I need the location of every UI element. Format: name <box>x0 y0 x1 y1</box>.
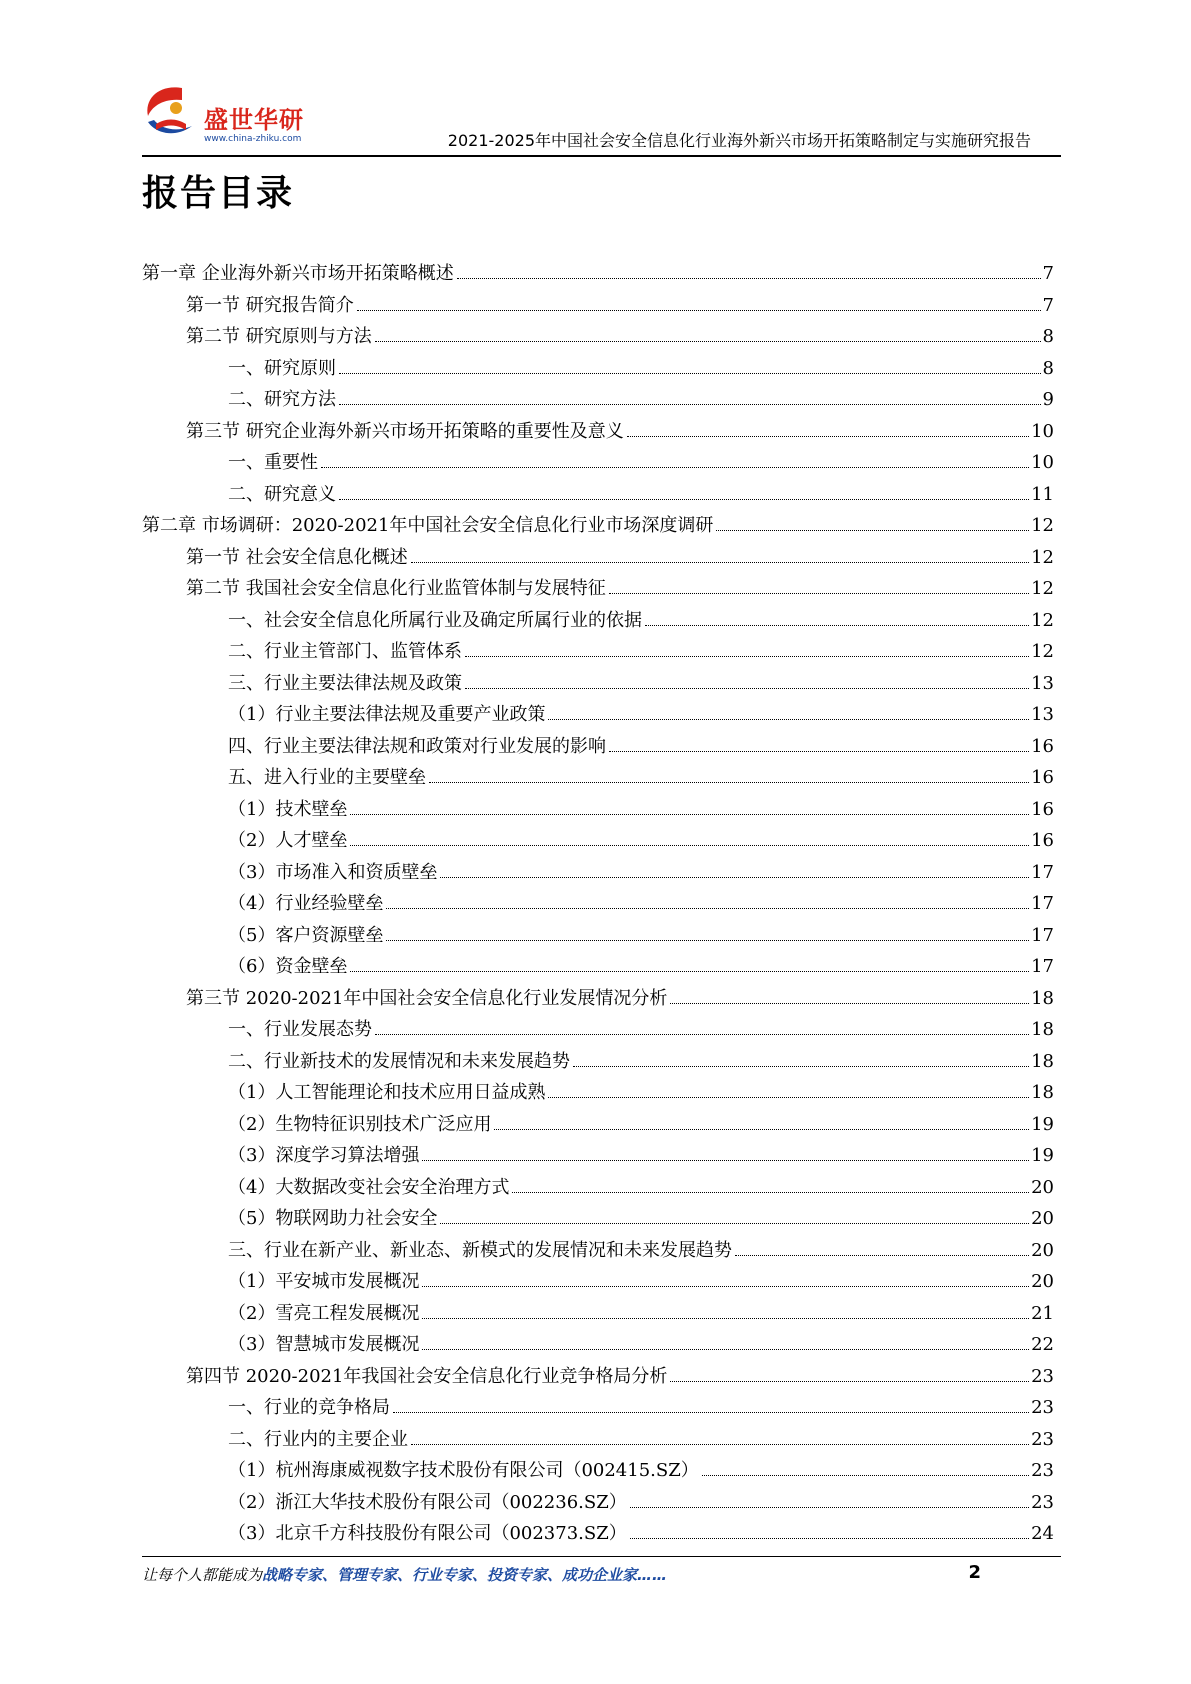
toc-dot-leader <box>630 1507 1029 1508</box>
toc-entry-title: 二、研究方法 <box>228 389 336 410</box>
toc-dot-leader <box>422 1318 1029 1319</box>
toc-dot-leader <box>350 971 1029 972</box>
toc-entry[interactable] <box>142 1239 1054 1271</box>
toc-entry-page: 13 <box>1031 704 1054 725</box>
toc-entry-title: （5）客户资源壁垒 <box>228 924 384 946</box>
toc-entry-page: 20 <box>1031 1271 1054 1292</box>
toc-entry-page: 12 <box>1031 546 1054 568</box>
toc-entry-page: 20 <box>1031 1208 1054 1229</box>
slogan-prefix: 让每个人都能成为 <box>142 1566 263 1584</box>
toc-entry-title: （2）生物特征识别技术广泛应用 <box>228 1113 492 1135</box>
toc-dot-leader <box>670 1381 1029 1382</box>
toc-entry-title: 第一节 社会安全信息化概述 <box>186 546 408 568</box>
toc-entry-title: 一、社会安全信息化所属行业及确定所属行业的依据 <box>228 609 642 631</box>
toc-entry-page: 16 <box>1031 798 1054 820</box>
toc-entry-title: 二、研究意义 <box>228 483 336 505</box>
toc-entry-page: 9 <box>1042 389 1054 410</box>
toc-entry-title: 三、行业在新产业、新业态、新模式的发展情况和未来发展趋势 <box>228 1239 732 1261</box>
toc-entry-page: 17 <box>1031 956 1054 977</box>
toc-entry[interactable] <box>142 388 1054 420</box>
toc-dot-leader <box>609 751 1029 752</box>
toc-entry-title: （1）人工智能理论和技术应用日益成熟 <box>228 1082 546 1103</box>
toc-dot-leader <box>457 278 1041 279</box>
toc-entry-title: 一、重要性 <box>228 452 318 473</box>
toc-entry[interactable] <box>142 798 1054 830</box>
toc-entry[interactable] <box>142 1491 1054 1523</box>
toc-entry-title: 第四节 2020-2021年我国社会安全信息化行业竞争格局分析 <box>186 1365 668 1387</box>
toc-entry-page: 22 <box>1031 1334 1054 1355</box>
toc-entry[interactable] <box>142 861 1054 893</box>
toc-entry-page: 23 <box>1031 1460 1054 1481</box>
toc-dot-leader <box>386 940 1029 941</box>
toc-dot-leader <box>465 688 1029 689</box>
page-number: 2 <box>968 1562 981 1583</box>
footer-slogan <box>142 1564 667 1585</box>
toc-entry-page: 20 <box>1031 1176 1054 1198</box>
toc-entry-page: 20 <box>1031 1239 1054 1261</box>
toc-entry-title: （4）大数据改变社会安全治理方式 <box>228 1176 510 1198</box>
toc-entry-title: （6）资金壁垒 <box>228 956 348 977</box>
toc-entry-title: 二、行业内的主要企业 <box>228 1428 408 1450</box>
toc-entry[interactable] <box>142 577 1054 609</box>
toc-dot-leader <box>573 1066 1029 1067</box>
toc-entry[interactable] <box>142 1333 1054 1365</box>
toc-entry-title: （1）杭州海康威视数字技术股份有限公司（002415.SZ） <box>228 1460 699 1481</box>
toc-entry-page: 23 <box>1031 1491 1054 1513</box>
toc-entry[interactable] <box>142 1428 1054 1460</box>
toc-entry[interactable] <box>142 609 1054 641</box>
toc-dot-leader <box>440 1223 1029 1224</box>
toc-entry-page: 8 <box>1042 357 1054 379</box>
toc-entry-title: （1）行业主要法律法规及重要产业政策 <box>228 704 546 725</box>
toc-entry-page: 23 <box>1031 1428 1054 1450</box>
toc-entry[interactable] <box>142 1207 1054 1239</box>
toc-entry-page: 12 <box>1031 578 1054 599</box>
toc-dot-leader <box>339 499 1029 500</box>
toc-entry[interactable] <box>142 483 1054 515</box>
toc-entry-page: 16 <box>1031 830 1054 851</box>
toc-dot-leader <box>350 845 1029 846</box>
toc-entry-title: 四、行业主要法律法规和政策对行业发展的影响 <box>228 735 606 757</box>
toc-entry[interactable] <box>142 987 1054 1019</box>
toc-entry-page: 7 <box>1042 294 1054 316</box>
toc-entry-page: 23 <box>1031 1397 1054 1418</box>
toc-entry-title: （2）浙江大华技术股份有限公司（002236.SZ） <box>228 1491 627 1513</box>
toc-entry-page: 12 <box>1031 641 1054 662</box>
toc-entry[interactable] <box>142 892 1054 924</box>
header-divider <box>142 155 1061 157</box>
toc-dot-leader <box>339 373 1041 374</box>
toc-entry[interactable] <box>142 1081 1054 1113</box>
toc-entry[interactable] <box>142 294 1054 326</box>
toc-entry-title: （3）市场准入和资质壁垒 <box>228 861 438 883</box>
toc-entry-page: 17 <box>1031 861 1054 883</box>
toc-dot-leader <box>411 1444 1029 1445</box>
toc-entry-title: 第三节 研究企业海外新兴市场开拓策略的重要性及意义 <box>186 420 624 442</box>
toc-dot-leader <box>350 814 1029 815</box>
toc-entry-page: 7 <box>1042 263 1054 284</box>
toc-dot-leader <box>422 1349 1029 1350</box>
toc-entry-title: （1）平安城市发展概况 <box>228 1271 420 1292</box>
toc-entry[interactable] <box>142 703 1054 735</box>
toc-entry[interactable] <box>142 1459 1054 1491</box>
toc-dot-leader <box>670 1003 1029 1004</box>
toc-entry[interactable] <box>142 262 1054 294</box>
toc-dot-leader <box>357 310 1041 311</box>
toc-entry[interactable] <box>142 325 1054 357</box>
toc-dot-leader <box>440 877 1029 878</box>
toc-entry[interactable] <box>142 829 1054 861</box>
toc-entry-title: 第二节 研究原则与方法 <box>186 326 372 347</box>
footer-divider <box>142 1556 1061 1557</box>
toc-entry-page: 11 <box>1031 483 1054 505</box>
toc-entry-title: （3）深度学习算法增强 <box>228 1145 420 1166</box>
toc-entry-title: 第三节 2020-2021年中国社会安全信息化行业发展情况分析 <box>186 987 668 1009</box>
toc-dot-leader <box>393 1412 1029 1413</box>
toc-dot-leader <box>465 656 1029 657</box>
toc-entry-page: 18 <box>1031 987 1054 1009</box>
toc-dot-leader <box>422 1160 1029 1161</box>
toc-entry[interactable] <box>142 546 1054 578</box>
toc-dot-leader <box>375 341 1041 342</box>
toc-dot-leader <box>716 530 1029 531</box>
toc-entry-page: 18 <box>1031 1082 1054 1103</box>
toc-entry[interactable] <box>142 766 1054 798</box>
toc-dot-leader <box>494 1129 1029 1130</box>
toc-entry-page: 13 <box>1031 672 1054 694</box>
toc-entry-title: 一、行业的竞争格局 <box>228 1397 390 1418</box>
toc-entry[interactable] <box>142 1396 1054 1428</box>
toc-dot-leader <box>386 908 1029 909</box>
toc-entry[interactable] <box>142 451 1054 483</box>
toc-entry-title: （2）雪亮工程发展概况 <box>228 1302 420 1324</box>
toc-entry-page: 23 <box>1031 1365 1054 1387</box>
toc-dot-leader <box>339 404 1041 405</box>
toc-entry-title: 第二章 市场调研：2020-2021年中国社会安全信息化行业市场深度调研 <box>142 515 714 536</box>
logo-url: www.china-zhiku.com <box>204 134 302 144</box>
toc-entry-title: 二、行业新技术的发展情况和未来发展趋势 <box>228 1050 570 1072</box>
toc-dot-leader <box>630 1538 1029 1539</box>
toc-entry[interactable] <box>142 955 1054 987</box>
slogan-highlight: 战略专家、管理专家、行业专家、投资专家、成功企业家…… <box>262 1566 668 1584</box>
toc-entry-page: 16 <box>1031 735 1054 757</box>
toc-entry-title: （3）智慧城市发展概况 <box>228 1334 420 1355</box>
toc-entry-page: 18 <box>1031 1050 1054 1072</box>
toc-entry-page: 16 <box>1031 767 1054 788</box>
toc-entry-title: 一、行业发展态势 <box>228 1019 372 1040</box>
toc-entry-page: 17 <box>1031 924 1054 946</box>
toc-dot-leader <box>735 1255 1029 1256</box>
toc-entry-title: （4）行业经验壁垒 <box>228 893 384 914</box>
toc-dot-leader <box>548 719 1029 720</box>
toc-dot-leader <box>702 1475 1029 1476</box>
logo-name: 盛世华研 <box>204 106 304 134</box>
toc-entry-page: 17 <box>1031 893 1054 914</box>
toc-entry-page: 19 <box>1031 1113 1054 1135</box>
toc-dot-leader <box>627 436 1029 437</box>
toc-dot-leader <box>321 467 1029 468</box>
toc-entry[interactable] <box>142 1365 1054 1397</box>
toc-dot-leader <box>429 782 1029 783</box>
toc-entry-page: 24 <box>1031 1523 1054 1544</box>
toc-entry-page: 10 <box>1031 420 1054 442</box>
toc-entry[interactable] <box>142 1144 1054 1176</box>
toc-entry-title: （1）技术壁垒 <box>228 798 348 820</box>
toc-dot-leader <box>422 1286 1029 1287</box>
logo-emblem-icon <box>142 82 204 144</box>
report-title: 2021-2025年中国社会安全信息化行业海外新兴市场开拓策略制定与实施研究报告 <box>447 131 1031 150</box>
toc-dot-leader <box>375 1034 1029 1035</box>
toc-entry-page: 8 <box>1042 326 1054 347</box>
toc-entry-title: 二、行业主管部门、监管体系 <box>228 641 462 662</box>
toc-entry-page: 21 <box>1031 1302 1054 1324</box>
toc-entry[interactable] <box>142 640 1054 672</box>
toc-entry[interactable] <box>142 1522 1054 1554</box>
toc-entry-title: 一、研究原则 <box>228 357 336 379</box>
toc-dot-leader <box>548 1097 1029 1098</box>
toc-entry[interactable] <box>142 514 1054 546</box>
toc-entry-title: 第二节 我国社会安全信息化行业监管体制与发展特征 <box>186 578 606 599</box>
toc-entry[interactable] <box>142 1176 1054 1208</box>
toc-entry[interactable] <box>142 672 1054 704</box>
toc-entry[interactable] <box>142 1270 1054 1302</box>
toc-entry-title: 第一章 企业海外新兴市场开拓策略概述 <box>142 263 454 284</box>
company-logo <box>142 82 322 152</box>
toc-entry[interactable] <box>142 1113 1054 1145</box>
toc-dot-leader <box>645 625 1029 626</box>
toc-entry-title: 五、进入行业的主要壁垒 <box>228 767 426 788</box>
toc-entry-title: （3）北京千方科技股份有限公司（002373.SZ） <box>228 1523 627 1544</box>
toc-entry-title: 三、行业主要法律法规及政策 <box>228 672 462 694</box>
table-of-contents <box>142 262 1054 1554</box>
toc-entry[interactable] <box>142 924 1054 956</box>
toc-entry[interactable] <box>142 1050 1054 1082</box>
toc-entry[interactable] <box>142 1018 1054 1050</box>
toc-entry-title: 第一节 研究报告简介 <box>186 294 354 316</box>
toc-dot-leader <box>512 1192 1029 1193</box>
toc-entry-title: （5）物联网助力社会安全 <box>228 1208 438 1229</box>
toc-entry-page: 12 <box>1031 515 1054 536</box>
page-title: 报告目录 <box>142 173 295 214</box>
toc-entry-title: （2）人才壁垒 <box>228 830 348 851</box>
toc-dot-leader <box>609 593 1029 594</box>
toc-entry-page: 12 <box>1031 609 1054 631</box>
toc-entry[interactable] <box>142 735 1054 767</box>
toc-entry[interactable] <box>142 420 1054 452</box>
toc-entry[interactable] <box>142 357 1054 389</box>
toc-entry-page: 10 <box>1031 452 1054 473</box>
toc-entry[interactable] <box>142 1302 1054 1334</box>
toc-entry-page: 18 <box>1031 1019 1054 1040</box>
toc-dot-leader <box>411 562 1029 563</box>
toc-entry-page: 19 <box>1031 1145 1054 1166</box>
